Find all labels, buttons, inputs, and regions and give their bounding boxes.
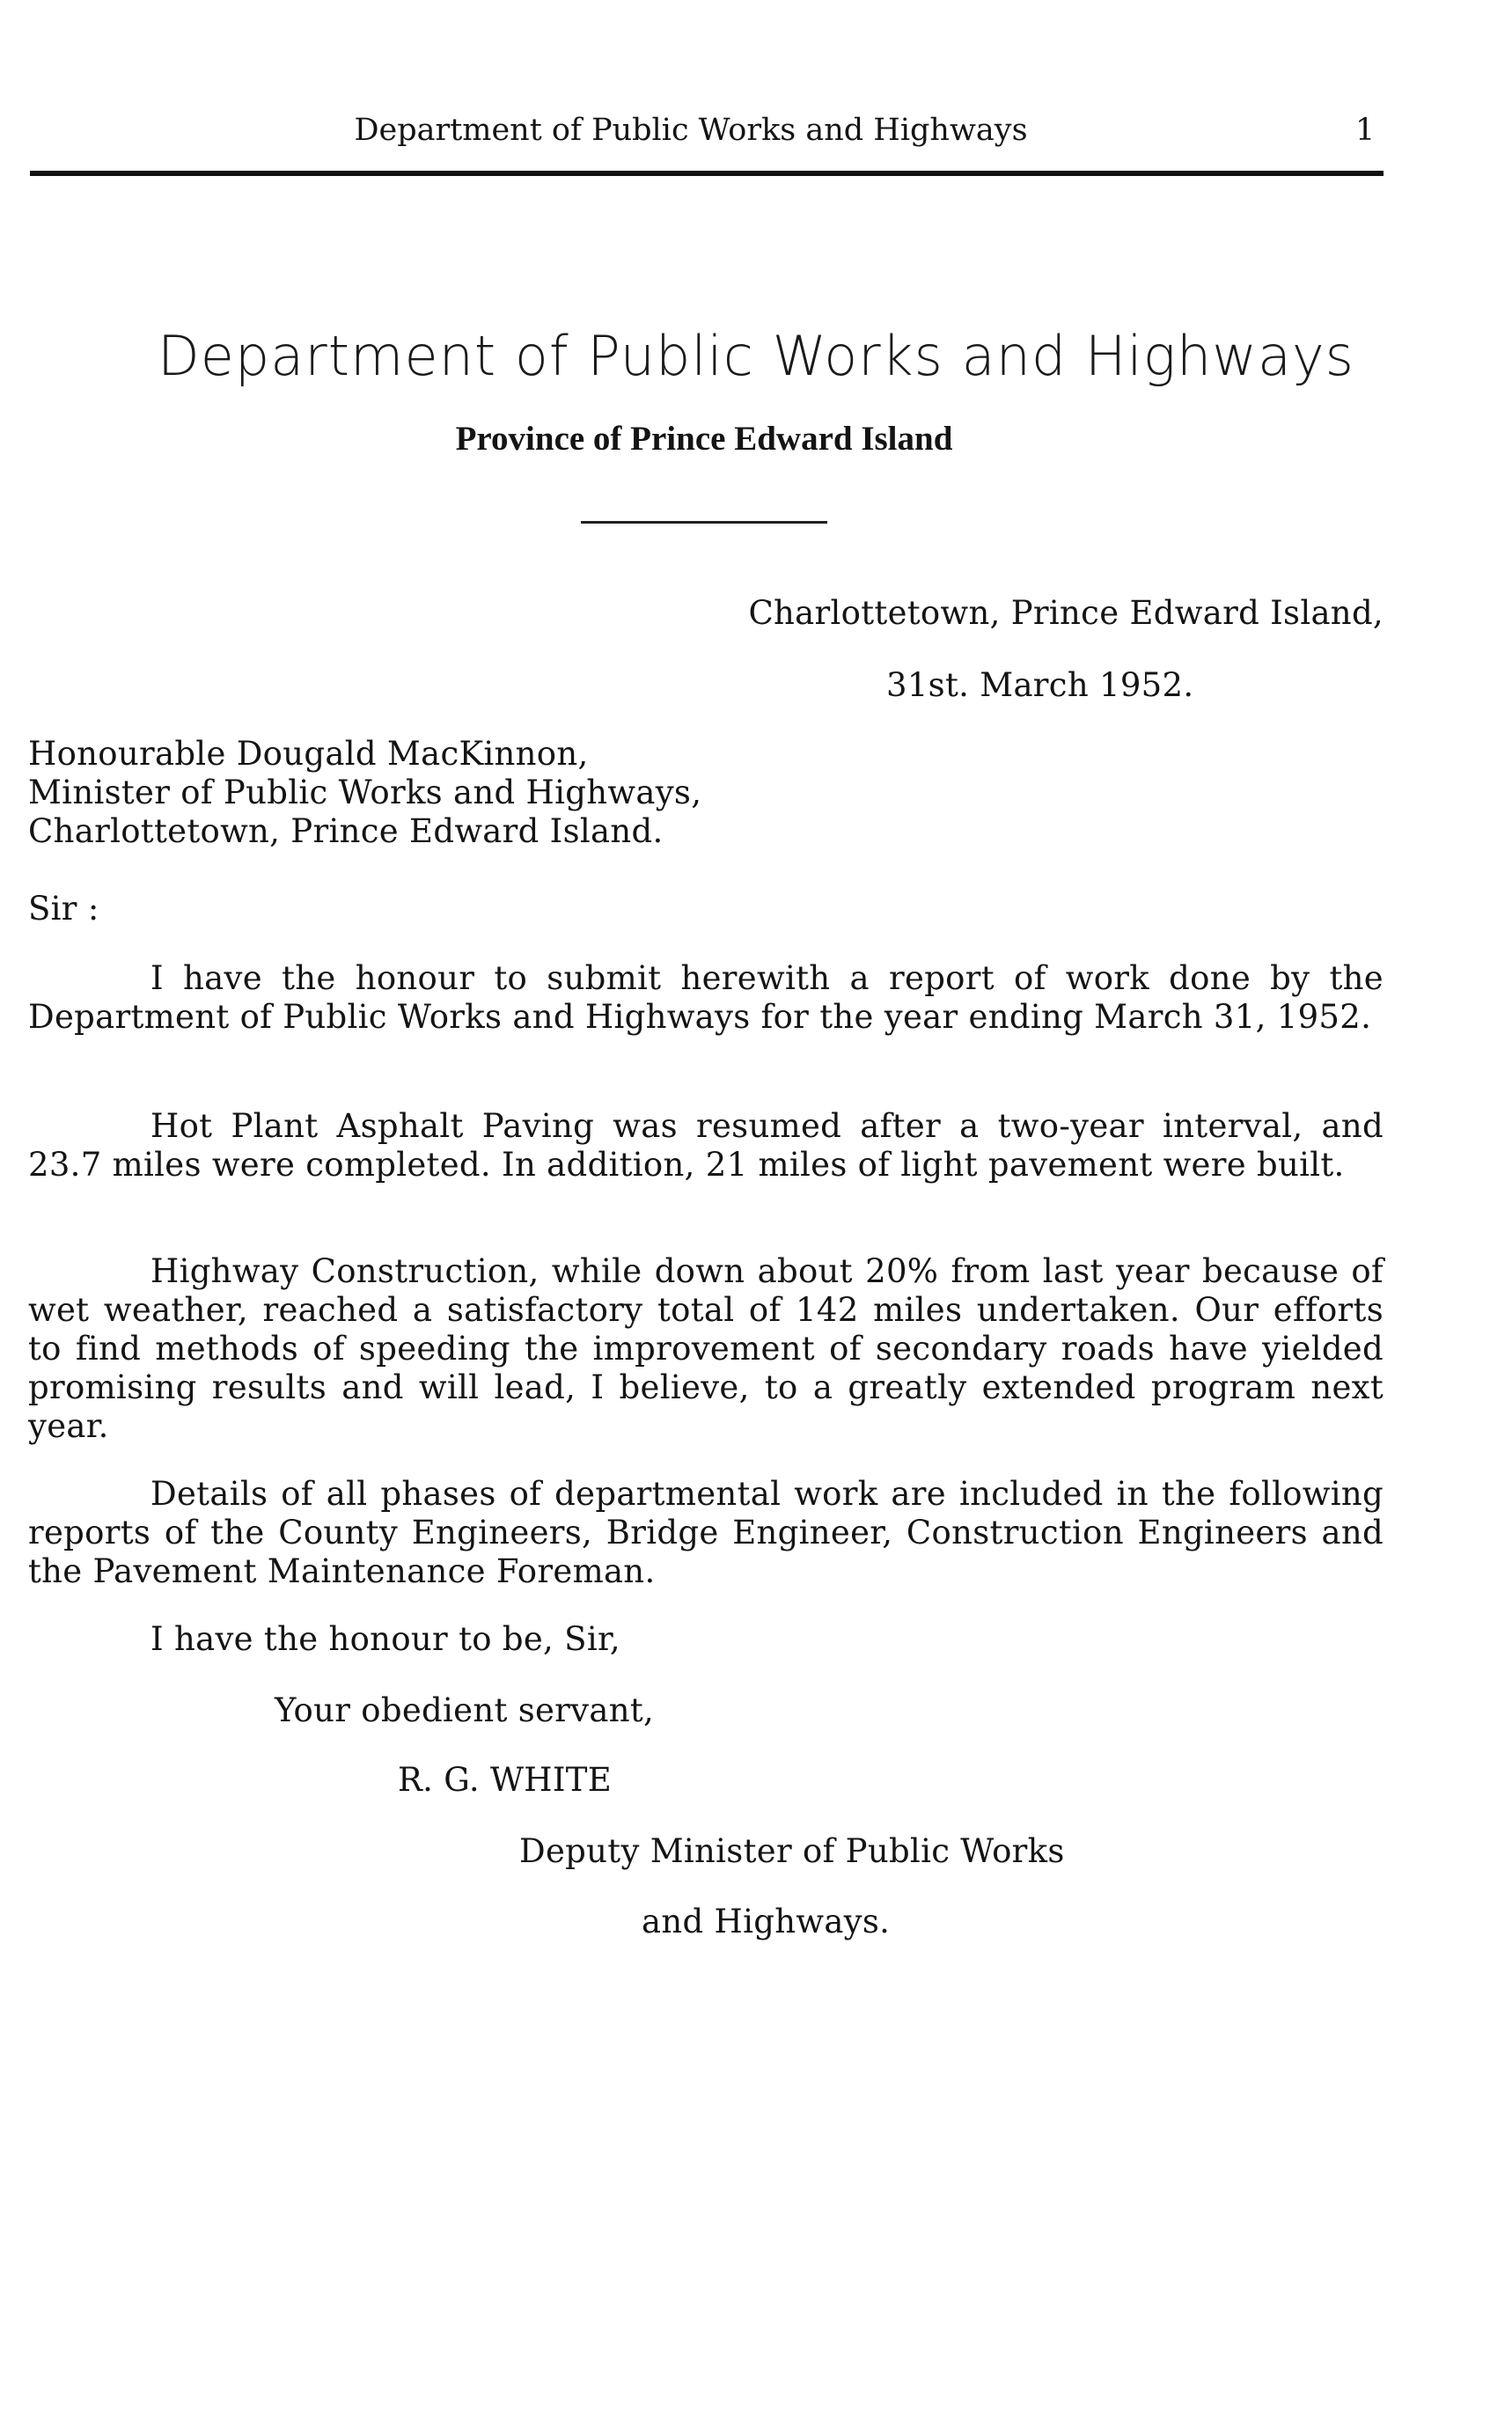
closing-servant: Your obedient servant, xyxy=(275,1691,655,1729)
page-number: 1 xyxy=(1355,113,1376,148)
running-head xyxy=(0,107,1512,151)
signer-title-continued: and Highways. xyxy=(642,1903,891,1940)
department-title: Department of Public Works and Highways xyxy=(158,324,1354,388)
closing-line: I have the honour to be, Sir, xyxy=(150,1620,620,1658)
body-paragraph: Details of all phases of departmental work are included in the following reports of the County Engineers, Bridge Engineer, Construction Engineers and the Pavement Maintenance Foreman. xyxy=(28,1475,1384,1590)
body-paragraph: Hot Plant Asphalt Paving was resumed after a two-year interval, and 23.7 miles were completed. In addition, 21 miles of light pavement were built. xyxy=(28,1107,1384,1184)
dateline-date: 31st. March 1952. xyxy=(886,666,1194,704)
signer-name: R. G. WHITE xyxy=(398,1761,613,1799)
salutation: Sir : xyxy=(28,890,99,928)
addressee-line: Charlottetown, Prince Edward Island. xyxy=(28,812,664,850)
title-divider xyxy=(581,521,827,524)
header-rule xyxy=(30,171,1384,176)
dateline-place: Charlottetown, Prince Edward Island, xyxy=(748,594,1384,632)
body-paragraph: I have the honour to submit herewith a report of work done by the Department of Public Works and Highways for the year ending March 31, 1952. xyxy=(28,959,1384,1036)
running-head-title: Department of Public Works and Highways xyxy=(354,113,1028,148)
signer-title: Deputy Minister of Public Works xyxy=(519,1832,1065,1870)
addressee-line: Honourable Dougald MacKinnon, xyxy=(28,735,589,773)
addressee-line: Minister of Public Works and Highways, xyxy=(28,774,702,811)
addressee-block xyxy=(28,735,701,851)
body-paragraph: Highway Construction, while down about 20% from last year because of wet weather, reached a satisfactory total of 142 miles undertaken. Our efforts to find methods of speeding the improvement of secondary roads have yielded promising results and will lead, I believe, to a greatly extended program next year. xyxy=(28,1252,1384,1445)
province-subtitle: Province of Prince Edward Island xyxy=(455,420,953,458)
